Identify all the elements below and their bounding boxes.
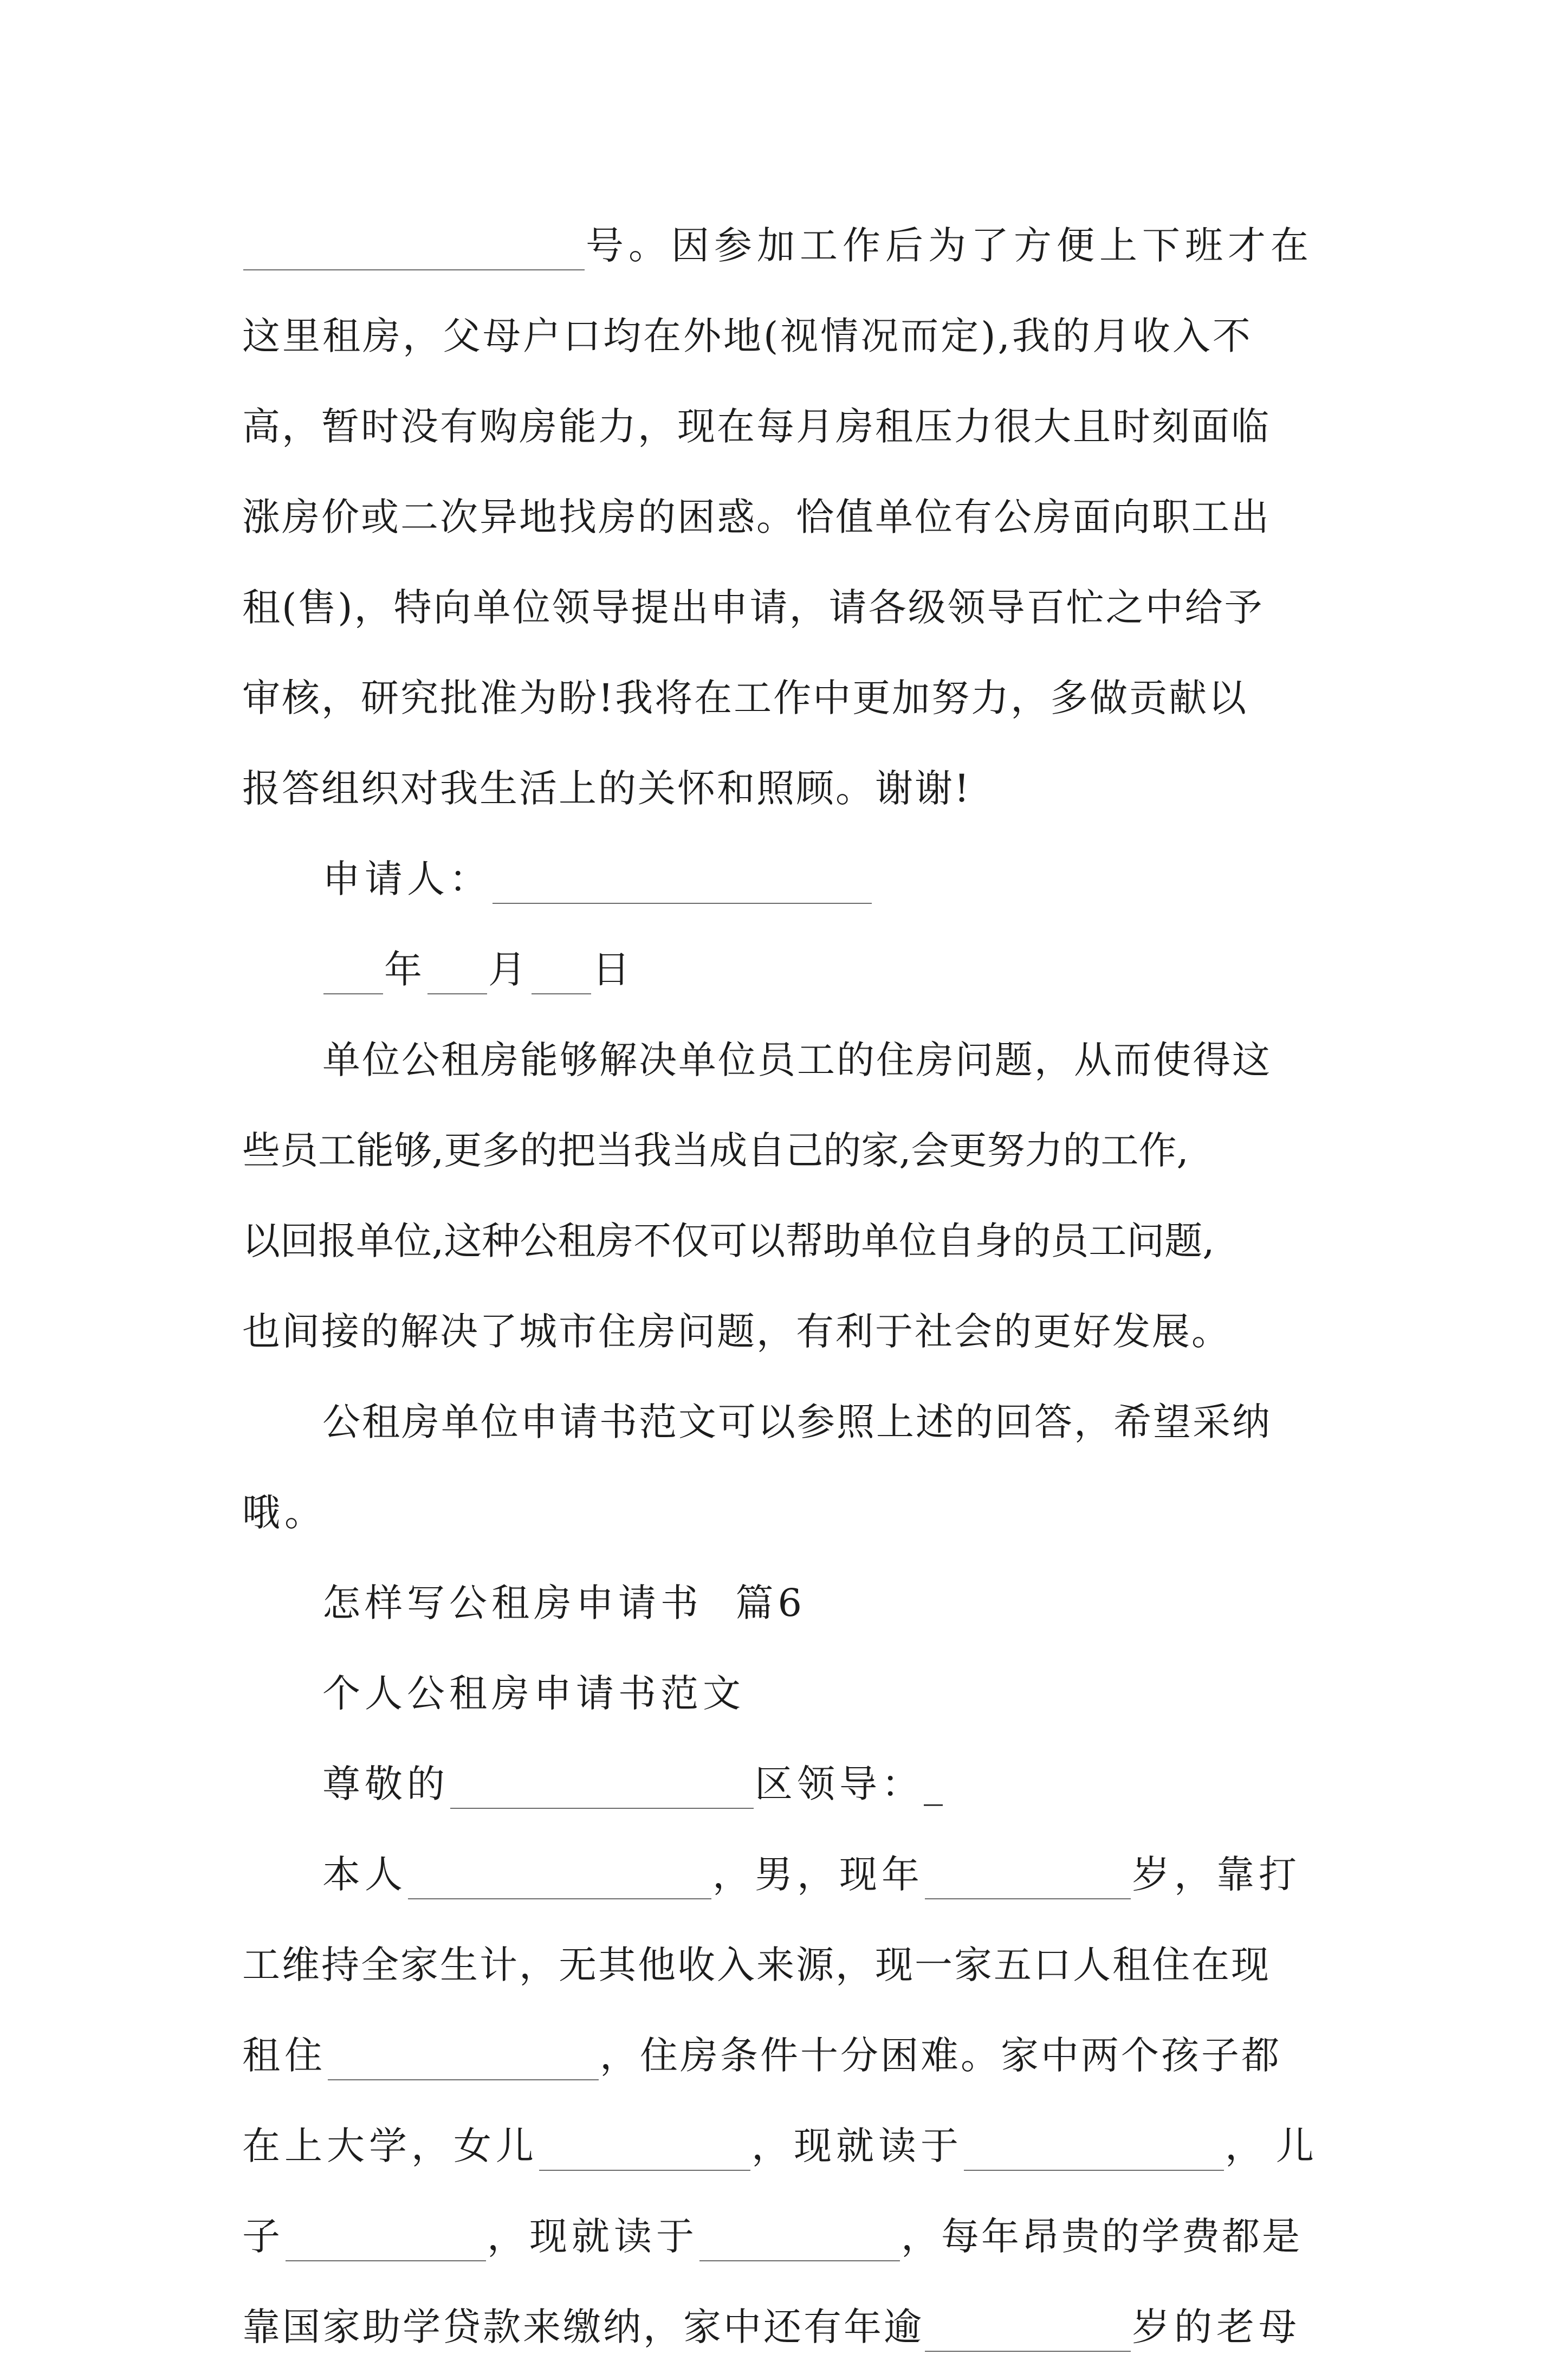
- text-span: ，住房条件十分困难。家中两个孩子都: [600, 2033, 1281, 2078]
- text-span: ，现就读于: [751, 2124, 963, 2168]
- date-year-label: 年: [384, 947, 426, 992]
- day-blank: [532, 993, 591, 994]
- text-span: 号。因参加工作后为了方便上下班才在: [586, 223, 1313, 268]
- text-span: 子: [242, 2214, 284, 2259]
- paragraph4-line4: [242, 2096, 1342, 2186]
- text-span: 租住: [242, 2033, 327, 2078]
- paragraph4-line3: [242, 2005, 1342, 2096]
- paragraph2-line3: 以回报单位,这种公租房不仅可以帮助单位自身的员工问题,: [242, 1219, 1215, 1263]
- paragraph3-line1: 公租房单位申请书范文可以参照上述的回答，希望采纳: [322, 1400, 1272, 1444]
- paragraph3-line2: 哦。: [242, 1490, 327, 1535]
- paragraph2-line4: 也间接的解决了城市住房问题，有利于社会的更好发展。: [242, 1309, 1231, 1354]
- applicant-blank: [493, 902, 872, 904]
- paragraph1-line3: 高，暂时没有购房能力，现在每月房租压力很大且时刻面临: [242, 404, 1271, 449]
- salutation-line: [242, 1734, 1342, 1824]
- paragraph4-line5: [242, 2186, 1342, 2277]
- paragraph1-line1: [242, 195, 1342, 286]
- text-span: ，男，现年: [712, 1852, 924, 1897]
- text-span: ，每年昂贵的学费都是: [901, 2214, 1302, 2259]
- text-span: ，儿: [1225, 2124, 1327, 2168]
- paragraph2-line1: 单位公租房能够解决单位员工的住房问题，从而使得这: [322, 1038, 1272, 1082]
- mother-age-blank: [925, 2350, 1131, 2352]
- section-subheading: 个人公租房申请书范文: [322, 1671, 745, 1716]
- daughter-name-blank: [539, 2169, 750, 2171]
- text-span: 岁，靠打: [1132, 1852, 1301, 1897]
- paragraph2-line2: 些员工能够,更多的把当我当成自己的家,会更努力的工作,: [242, 1128, 1189, 1173]
- paragraph1-line5: 租(售)，特向单位领导提出申请，请各级领导百忙之中给予: [242, 585, 1264, 630]
- age-blank: [925, 1898, 1131, 1899]
- applicant-label: 申请人：: [322, 857, 491, 901]
- daughter-school-blank: [964, 2169, 1224, 2171]
- son-name-blank: [286, 2260, 486, 2261]
- address-blank: [328, 2079, 599, 2080]
- salutation-prefix: 尊敬的: [322, 1762, 449, 1806]
- text-span: 本人: [322, 1852, 407, 1897]
- document-page: [242, 195, 1342, 2367]
- date-line: [242, 919, 1342, 1010]
- paragraph4-line6: [242, 2277, 1342, 2367]
- text-span: ，现就读于: [487, 2214, 698, 2259]
- year-blank: [323, 993, 383, 994]
- paragraph1-line6: 审核，研究批准为盼!我将在工作中更加努力，多做贡献以: [242, 676, 1248, 720]
- date-month-label: 月: [488, 947, 530, 992]
- month-blank: [427, 993, 487, 994]
- date-day-label: 日: [592, 947, 634, 992]
- paragraph1-line4: 涨房价或二次异地找房的困惑。恰值单位有公房面向职工出: [242, 495, 1271, 539]
- text-span: 靠国家助学贷款来缴纳，家中还有年逾: [242, 2305, 924, 2349]
- son-school-blank: [699, 2260, 900, 2261]
- text-span: 岁的老母: [1132, 2305, 1301, 2349]
- district-blank: [450, 1807, 754, 1809]
- paragraph1-line2: 这里租房，父母户口均在外地(视情况而定),我的月收入不: [242, 314, 1253, 358]
- section-heading: 怎样写公租房申请书 篇6: [322, 1581, 807, 1625]
- blank-field: [243, 269, 585, 270]
- name-blank: [408, 1898, 711, 1899]
- applicant-line: [242, 829, 1342, 919]
- salutation-suffix: 区领导：_: [755, 1762, 947, 1806]
- paragraph4-line2: 工维持全家生计，无其他收入来源，现一家五口人租住在现: [242, 1943, 1271, 1987]
- text-span: 在上大学，女儿: [242, 2124, 538, 2168]
- paragraph4-line1: [242, 1824, 1342, 1915]
- paragraph1-line7: 报答组织对我生活上的关怀和照顾。谢谢!: [242, 766, 971, 811]
